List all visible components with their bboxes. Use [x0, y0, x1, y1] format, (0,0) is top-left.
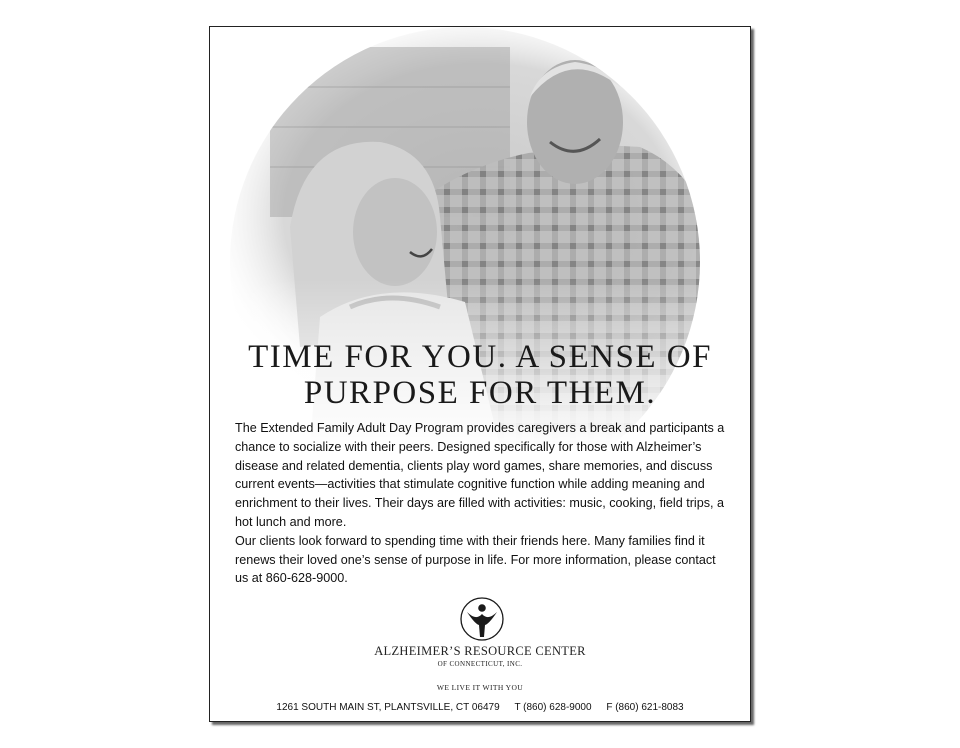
tagline: WE LIVE IT WITH YOU [436, 683, 524, 692]
contact-line [210, 702, 750, 713]
organization-subtitle: OF CONNECTICUT, INC. [437, 660, 523, 668]
alzheimers-resource-center-logo-icon [458, 595, 506, 643]
advertisement-page [209, 26, 751, 722]
body-copy [235, 419, 730, 588]
body-paragraph-1: The Extended Family Adult Day Program provides caregivers a break and participants a chance to socialize with their peers. Designed specifically for those with Alzheimer’s disease and related dementia, clients play word games, share memories, and discuss current events—activities that stimulate cognitive function while adding meaning and enrichment to their lives. Their days are filled with activities: music, cooking, field trips, a hot lunch and more. [235, 421, 725, 529]
address: 1261 SOUTH MAIN ST, PLANTSVILLE, CT 06479 [276, 702, 500, 713]
headline-line-1: TIME FOR YOU. A SENSE OF [248, 339, 712, 375]
headline-line-2: PURPOSE FOR THEM. [303, 375, 657, 411]
phone-number: T (860) 628-9000 [514, 702, 592, 713]
fax-number: F (860) 621-8083 [606, 702, 684, 713]
body-paragraph-2: Our clients look forward to spending time with their friends here. Many families find it renews their loved one’s sense of purpose in life. For more information, please contact us at 860-628-9000. [235, 533, 716, 586]
organization-name: ALZHEIMER’S RESOURCE CENTER [374, 644, 586, 658]
headline [210, 339, 750, 411]
